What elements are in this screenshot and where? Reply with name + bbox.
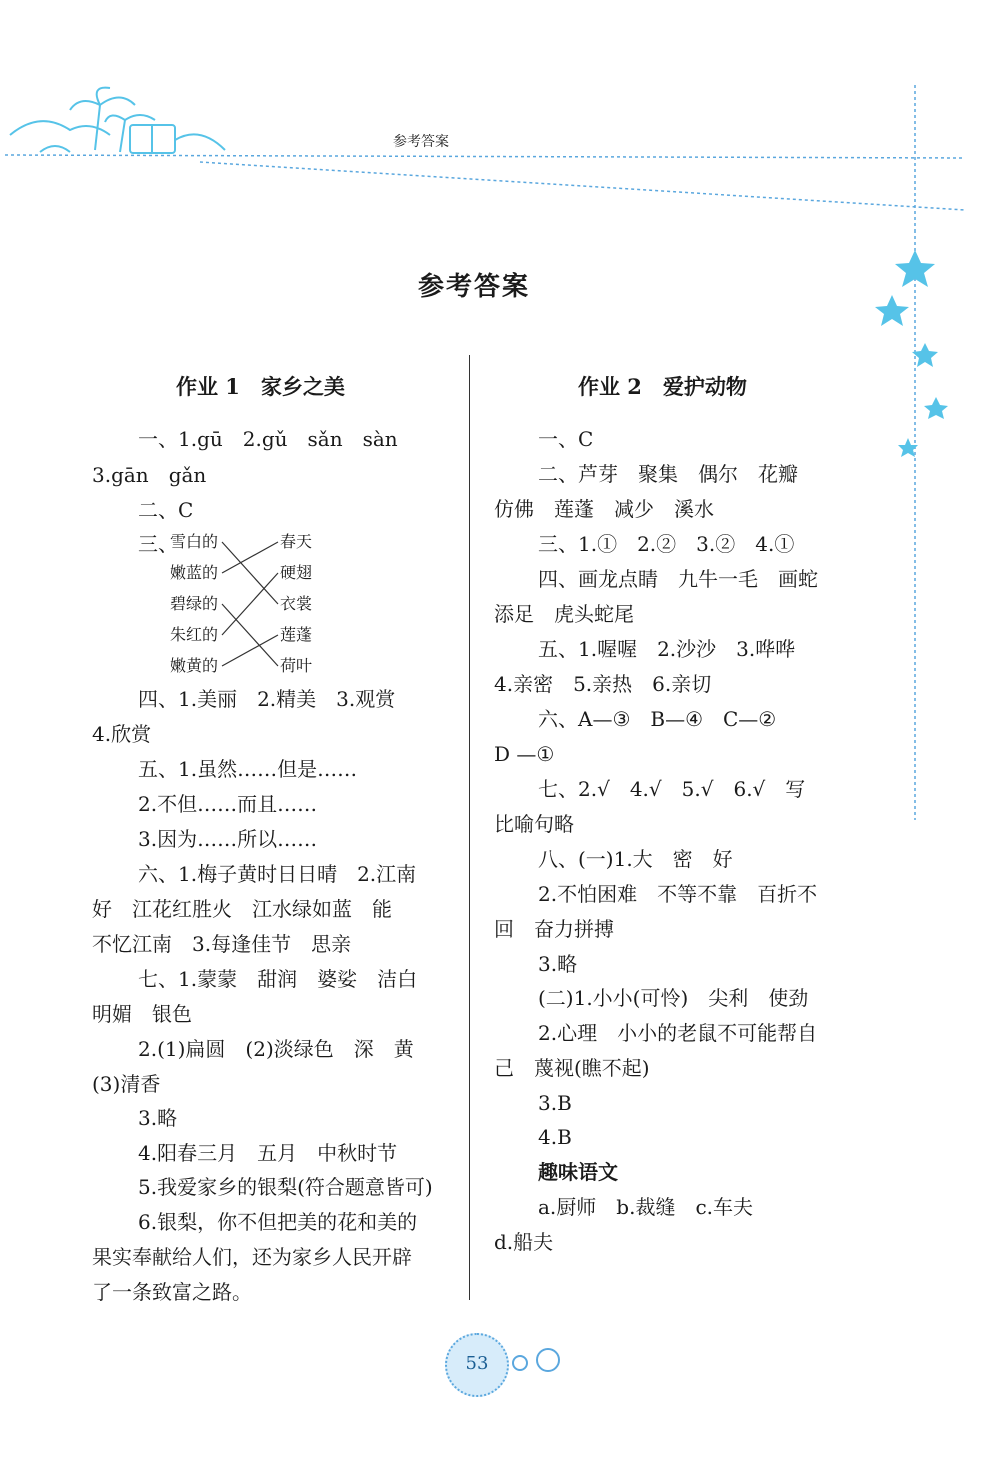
right-line: a.厨师 b.裁缝 c.车夫 [538,1195,753,1219]
page-number: 53 [465,1353,489,1374]
left-line: 6.银梨，你不但把美的花和美的 [138,1210,418,1234]
left-line: 3.gān gǎn [92,463,207,487]
star-icon [875,295,909,326]
right-line: 三、1.① 2.② 3.② 4.① [538,532,795,556]
left-line: 3.略 [138,1106,178,1130]
right-line: 3.略 [538,952,578,976]
match-left-item: 嫩黄的 [170,656,219,675]
left-line: 果实奉献给人们，还为家乡人民开辟 [92,1245,412,1269]
circle-decoration-icon [512,1355,528,1371]
palm-book-illustration-icon [10,88,225,153]
left-line: 2.(1)扁圆 (2)淡绿色 深 黄 [138,1037,414,1061]
match-left-item: 碧绿的 [170,594,219,613]
right-section-title: 作业 2 爱护动物 [578,374,747,399]
star-icon [924,397,948,419]
page-title: 参考答案 [418,272,531,302]
right-line: 4.亲密 5.亲热 6.亲切 [494,672,712,696]
right-line: 4.B [538,1125,572,1149]
match-left-item: 嫩蓝的 [170,563,219,582]
match-right-item: 荷叶 [280,656,313,675]
right-line: 六、A—③ B—④ C—② [538,707,777,731]
right-line: 仿佛 莲蓬 减少 溪水 [494,497,714,521]
matching-exercise [170,530,330,680]
right-line: 七、2.√ 4.√ 5.√ 6.√ 写 [538,777,806,801]
right-line: 四、画龙点睛 九牛一毛 画蛇 [538,567,818,591]
right-line: 一、C [538,427,594,451]
match-left-item: 朱红的 [170,625,219,644]
left-line: 四、1.美丽 2.精美 3.观赏 [138,687,396,711]
circle-decoration-icon [536,1348,560,1372]
right-line: d.船夫 [494,1230,554,1254]
right-line: 2.不怕困难 不等不靠 百折不 [538,882,818,906]
right-line: 3.B [538,1091,572,1115]
star-icon [895,250,935,287]
left-line: 5.我爱家乡的银梨(符合题意皆可) [138,1175,433,1199]
left-line: 六、1.梅子黄时日日晴 2.江南 [138,862,417,886]
left-line: 3.因为……所以…… [138,827,318,851]
header-decoration [0,80,1000,230]
right-line: 2.心理 小小的老鼠不可能帮自 [538,1021,818,1045]
column-divider [469,355,470,1300]
right-line: 八、(一)1.大 密 好 [538,847,733,871]
right-line: 己 蔑视(瞧不起) [494,1056,650,1080]
left-line: 4.欣赏 [92,722,152,746]
star-icon [912,343,938,367]
right-line: 趣味语文 [538,1160,618,1184]
right-line: D —① [494,742,555,766]
match-right-item: 衣裳 [280,594,313,613]
running-header-title: 参考答案 [393,134,449,150]
match-left-item: 雪白的 [170,532,219,551]
match-right-item: 春天 [280,532,313,551]
left-line: 明媚 银色 [92,1002,192,1026]
right-line: 回 奋力拼搏 [494,917,614,941]
right-line: 添足 虎头蛇尾 [494,602,634,626]
left-line: 4.阳春三月 五月 中秋时节 [138,1141,398,1165]
right-line: 二、芦芽 聚集 偶尔 花瓣 [538,462,798,486]
left-line: 了一条致富之路。 [92,1280,252,1304]
header-rule [5,155,965,158]
left-line: 好 江花红胜火 江水绿如蓝 能 [92,897,392,921]
left-line: 一、1.gū 2.gǔ sǎn sàn [138,427,398,451]
left-line: 五、1.虽然……但是…… [138,757,358,781]
left-line: 2.不但……而且…… [138,792,318,816]
match-right-item: 硬翅 [280,563,313,582]
left-line: (3)清香 [92,1072,161,1096]
match-right-item: 莲蓬 [280,625,313,644]
stars-decoration [870,240,960,470]
left-line: 七、1.蒙蒙 甜润 婆娑 洁白 [138,967,418,991]
right-line: 比喻句略 [494,812,574,836]
left-line: 二、C [138,498,194,522]
left-line: 不忆江南 3.每逢佳节 思亲 [92,932,352,956]
page-number-badge [445,1333,509,1397]
right-line: 五、1.喔喔 2.沙沙 3.哗哗 [538,637,796,661]
right-line: (二)1.小小(可怜) 尖利 使劲 [538,986,809,1010]
left-section-title: 作业 1 家乡之美 [176,374,345,399]
star-icon [898,438,918,457]
left-line: 三、 [138,532,178,556]
matching-lines [170,530,330,680]
